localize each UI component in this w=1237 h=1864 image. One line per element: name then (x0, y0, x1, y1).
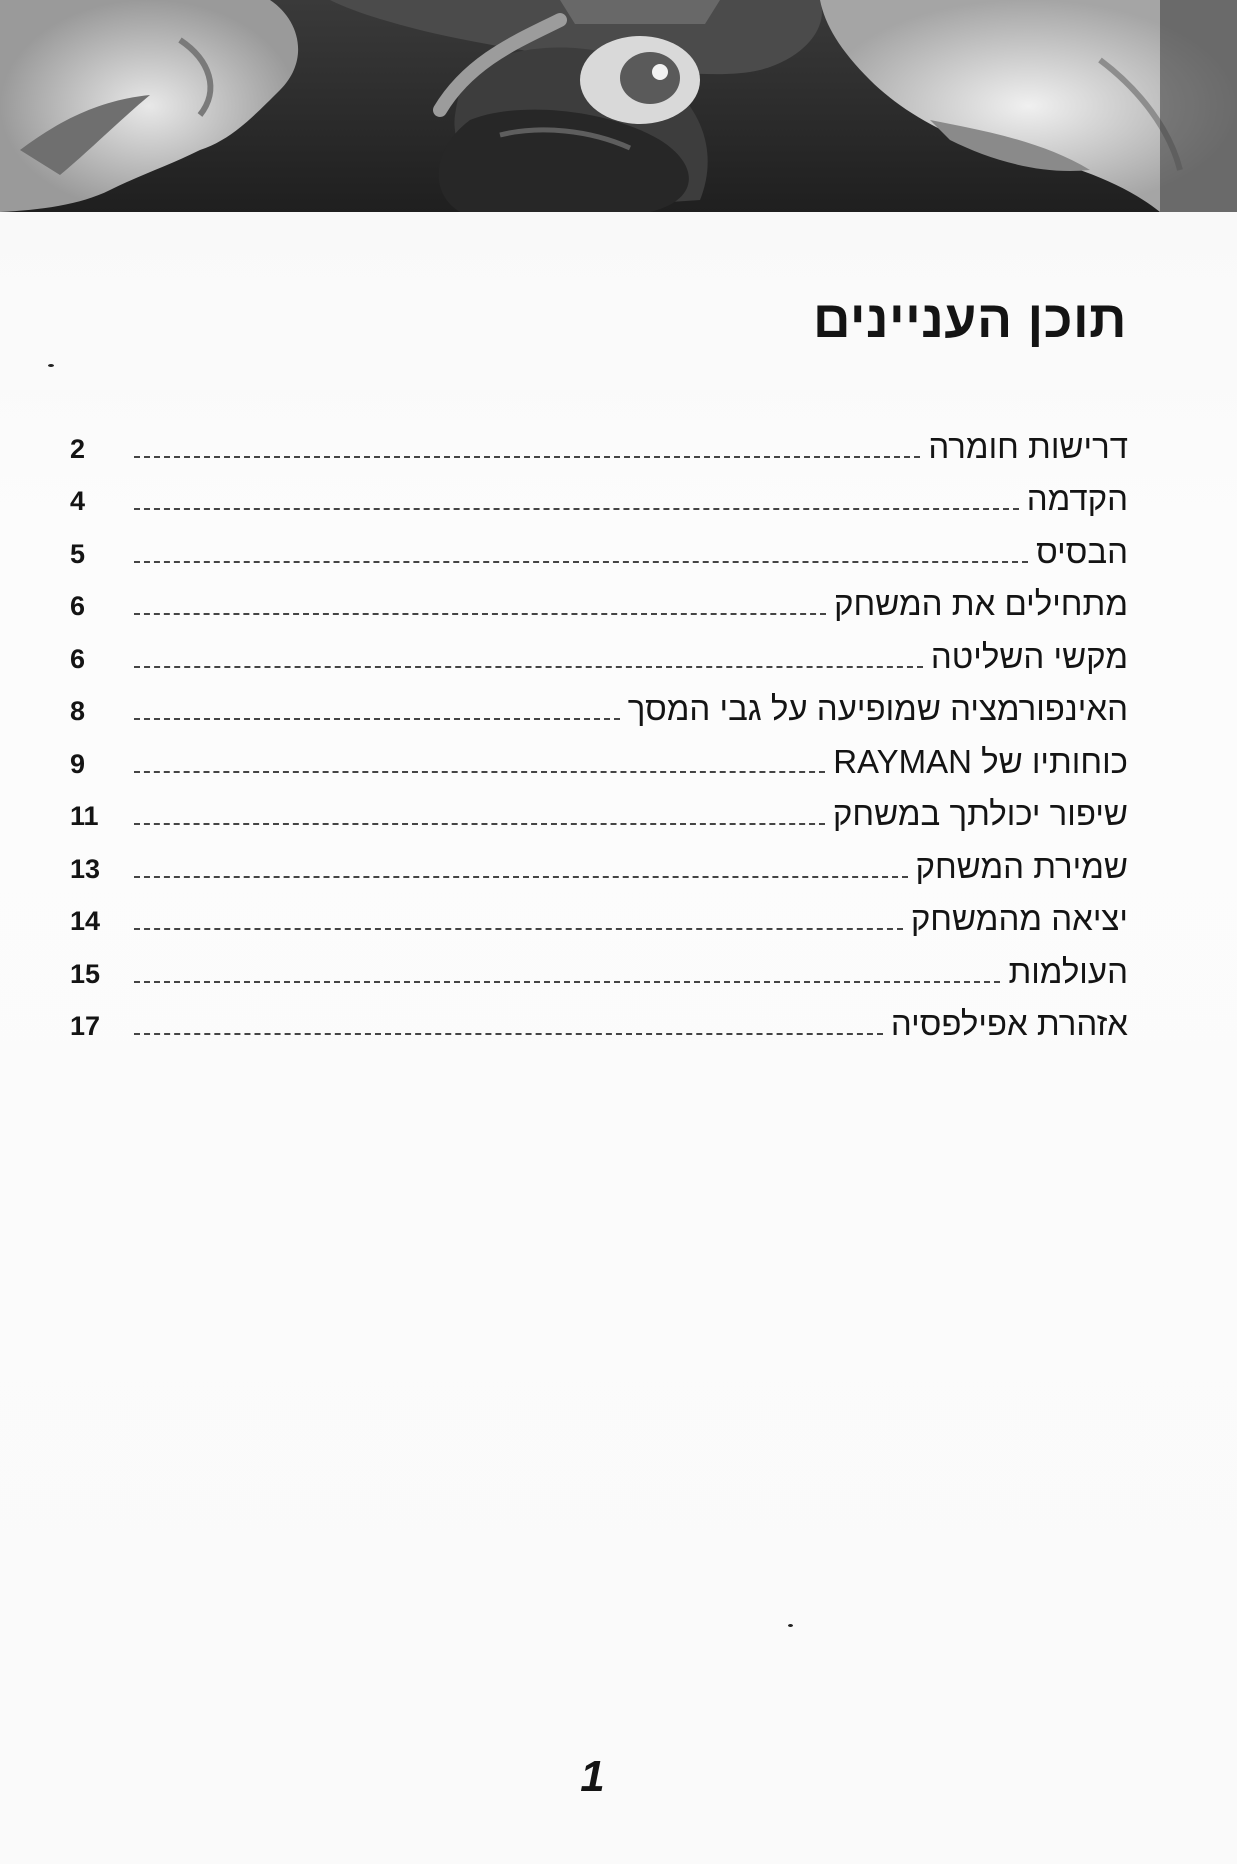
toc-entry-label: שיפור יכולתך במשחק (832, 795, 1128, 832)
toc-entry-page: 11 (70, 801, 99, 831)
toc-entry-label: האינפורמציה שמופיעה על גבי המסך (627, 690, 1128, 727)
toc-entry-page: 8 (70, 696, 86, 726)
toc-entry-page: 15 (70, 958, 101, 989)
toc-entry (70, 572, 1128, 625)
toc-entry-page: 4 (70, 486, 86, 516)
character-artwork (0, 0, 1237, 212)
toc-entry-page: 6 (70, 591, 86, 621)
toc-entry-label: מתחילים את המשחק (834, 585, 1128, 622)
toc-dot-leader (134, 823, 825, 825)
toc-dot-leader (134, 561, 1028, 563)
toc-entry (70, 887, 1128, 940)
toc-entry-page: 14 (70, 906, 101, 936)
toc-dot-leader (134, 928, 903, 930)
print-speck (48, 364, 54, 367)
print-speck (788, 1624, 793, 1627)
toc-entry-page: 9 (70, 748, 86, 779)
toc-entry-page: 5 (70, 538, 86, 569)
toc-entry-label: דרישות חומרה (928, 427, 1128, 465)
toc-entry-page: 17 (70, 1011, 101, 1041)
toc-entry (70, 992, 1128, 1045)
toc-entry-label: הקדמה (1026, 480, 1128, 517)
toc-entry (70, 467, 1128, 520)
toc-entry (70, 624, 1128, 677)
toc-title: תוכן העניינים (812, 291, 1127, 349)
toc-entry-label: שמירת המשחק (915, 847, 1128, 885)
toc-dot-leader (134, 666, 923, 668)
toc-entry-label: אזהרת אפילפסיה (890, 1005, 1128, 1042)
toc-list (70, 414, 1128, 1044)
page-number: 1 (580, 1752, 605, 1801)
toc-entry-label: מקשי השליטה (930, 637, 1128, 675)
toc-entry-page: 6 (70, 643, 86, 674)
toc-entry (70, 834, 1128, 887)
toc-entry (70, 782, 1128, 835)
toc-dot-leader (134, 456, 920, 458)
toc-entry-label: הבסיס (1036, 532, 1128, 570)
header-illustration (0, 0, 1237, 212)
toc-dot-leader (134, 771, 825, 773)
toc-entry-page: 2 (70, 433, 86, 464)
toc-entry (70, 729, 1128, 782)
toc-entry-label: יציאה מהמשחק (910, 900, 1128, 937)
toc-entry-page: 13 (70, 853, 101, 884)
toc-dot-leader (134, 1033, 883, 1035)
toc-dot-leader (134, 718, 620, 720)
toc-entry (70, 414, 1128, 467)
toc-dot-leader (134, 876, 908, 878)
toc-entry (70, 677, 1128, 730)
toc-dot-leader (134, 981, 1000, 983)
toc-entry-label: כוחותיו של RAYMAN (833, 742, 1128, 780)
toc-entry-label: העולמות (1008, 952, 1128, 990)
toc-entry (70, 939, 1128, 992)
toc-dot-leader (134, 613, 826, 615)
toc-entry (70, 519, 1128, 572)
toc-dot-leader (134, 508, 1019, 510)
